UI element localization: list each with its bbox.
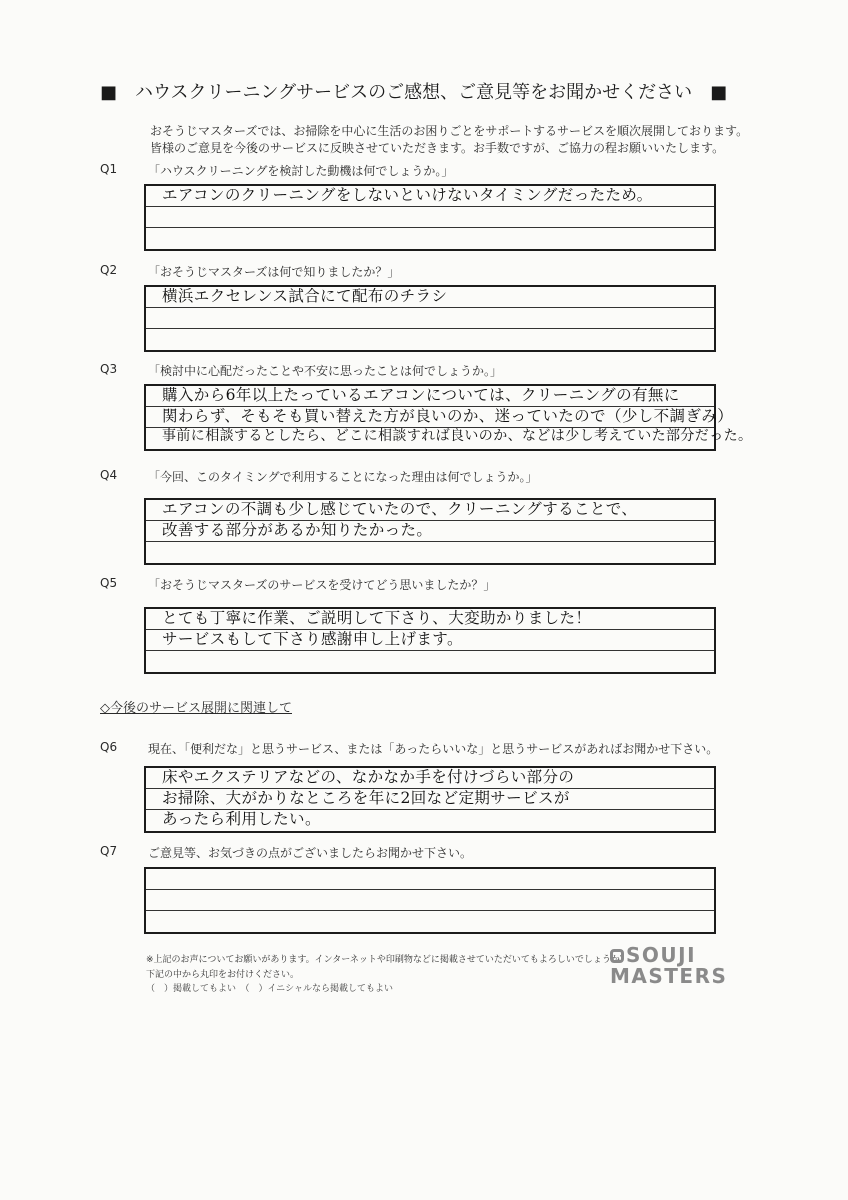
cut-off-options-line: （ ）掲載してもよい （ ）イニシャルなら掲載してもよい — [146, 984, 393, 994]
question-text: 「今回、このタイミングで利用することになった理由は何でしょうか。」 — [148, 470, 538, 484]
handwritten-answer: 改善する部分があるか知りたかった。 — [162, 521, 433, 539]
brand-logo — [610, 943, 728, 988]
question-text: 「おそうじマスターズは何で知りましたか？」 — [148, 265, 400, 279]
answer-box-q2 — [144, 285, 716, 352]
handwritten-answer: とても丁寧に作業、ご説明して下さり、大変助かりました！ — [162, 609, 592, 627]
answer-line — [146, 521, 714, 542]
answer-line — [146, 287, 714, 308]
note-line-1: ※上記のお声についてお願いがあります。インターネットや印刷物などに掲載させていただいてもよろしいでしょうか？ — [146, 955, 629, 965]
note-line-2: 下記の中から丸印をお付けください。 — [146, 970, 300, 980]
handwritten-answer: お掃除、大がかりなところを年に2回など定期サービスが — [162, 789, 570, 807]
answer-line — [146, 630, 714, 651]
handwritten-answer: 事前に相談するとしたら、どこに相談すれば良いのか、などは少し考えていた部分だった。 — [162, 428, 753, 444]
answer-line — [146, 810, 714, 831]
question-text: 「おそうじマスターズのサービスを受けてどう思いましたか？」 — [148, 578, 496, 592]
answer-line — [146, 869, 714, 890]
answer-box-q7 — [144, 867, 716, 934]
answer-box-q5 — [144, 607, 716, 674]
answer-box-q1 — [144, 184, 716, 251]
answer-line — [146, 186, 714, 207]
question-text: 「ハウスクリーニングを検討した動機は何でしょうか。」 — [148, 164, 454, 178]
question-number: Q7 — [100, 844, 118, 858]
logo-line-1: SOUJI — [626, 943, 697, 967]
answer-line — [146, 207, 714, 228]
answer-line — [146, 329, 714, 350]
answer-line — [146, 890, 714, 911]
answer-line — [146, 542, 714, 563]
handwritten-answer: 床やエクステリアなどの、なかなか手を付けづらい部分の — [162, 768, 575, 786]
answer-box-q6 — [144, 766, 716, 833]
answer-box-q3 — [144, 384, 753, 451]
answer-line — [146, 651, 714, 672]
intro-line-2: 皆様のご意見を今後のサービスに反映させていただきます。お手数ですが、ご協力の程お願いいたします。 — [150, 141, 725, 155]
question-number: Q3 — [100, 362, 118, 376]
question-number: Q6 — [100, 740, 118, 754]
handwritten-answer: エアコンの不調も少し感じていたので、クリーニングすることで、 — [162, 500, 638, 518]
handwritten-answer: 横浜エクセレンス試合にて配布のチラシ — [162, 287, 448, 305]
answer-line — [146, 911, 714, 932]
answer-line — [146, 308, 714, 329]
question-text: 「検討中に心配だったことや不安に思ったことは何でしょうか。」 — [148, 364, 503, 378]
handwritten-answer: あったら利用したい。 — [162, 810, 321, 828]
handwritten-answer: 関わらず、そもそも買い替えた方が良いのか、迷っていたので（少し不調ぎみ） — [162, 407, 734, 425]
question-number: Q4 — [100, 468, 118, 482]
question-text: 現在、「便利だな」と思うサービス、または「あったらいいな」と思うサービスがあればお聞かせ下さい。 — [148, 742, 719, 756]
answer-box-q4 — [144, 498, 716, 565]
answer-line — [146, 228, 714, 249]
intro-line-1: おそうじマスターズでは、お掃除を中心に生活のお困りごとをサポートするサービスを順次展開しております。 — [150, 124, 749, 138]
handwritten-answer: サービスもして下さり感謝申し上げます。 — [162, 630, 463, 648]
question-number: Q2 — [100, 263, 118, 277]
handwritten-answer: 購入から6年以上たっているエアコンについては、クリーニングの有無に — [162, 386, 680, 404]
section-heading: ◇今後のサービス展開に関連して — [100, 701, 292, 716]
answer-line — [146, 428, 753, 449]
question-number: Q5 — [100, 576, 118, 590]
logo-o-icon — [610, 949, 624, 963]
logo-line-2: MASTERS — [610, 964, 728, 988]
question-text: ご意見等、お気づきの点がございましたらお聞かせ下さい。 — [148, 846, 473, 860]
handwritten-answer: エアコンのクリーニングをしないといけないタイミングだったため。 — [162, 186, 653, 204]
question-number: Q1 — [100, 162, 118, 176]
page-title: ■ ハウスクリーニングサービスのご感想、ご意見等をお聞かせください ■ — [100, 82, 728, 103]
